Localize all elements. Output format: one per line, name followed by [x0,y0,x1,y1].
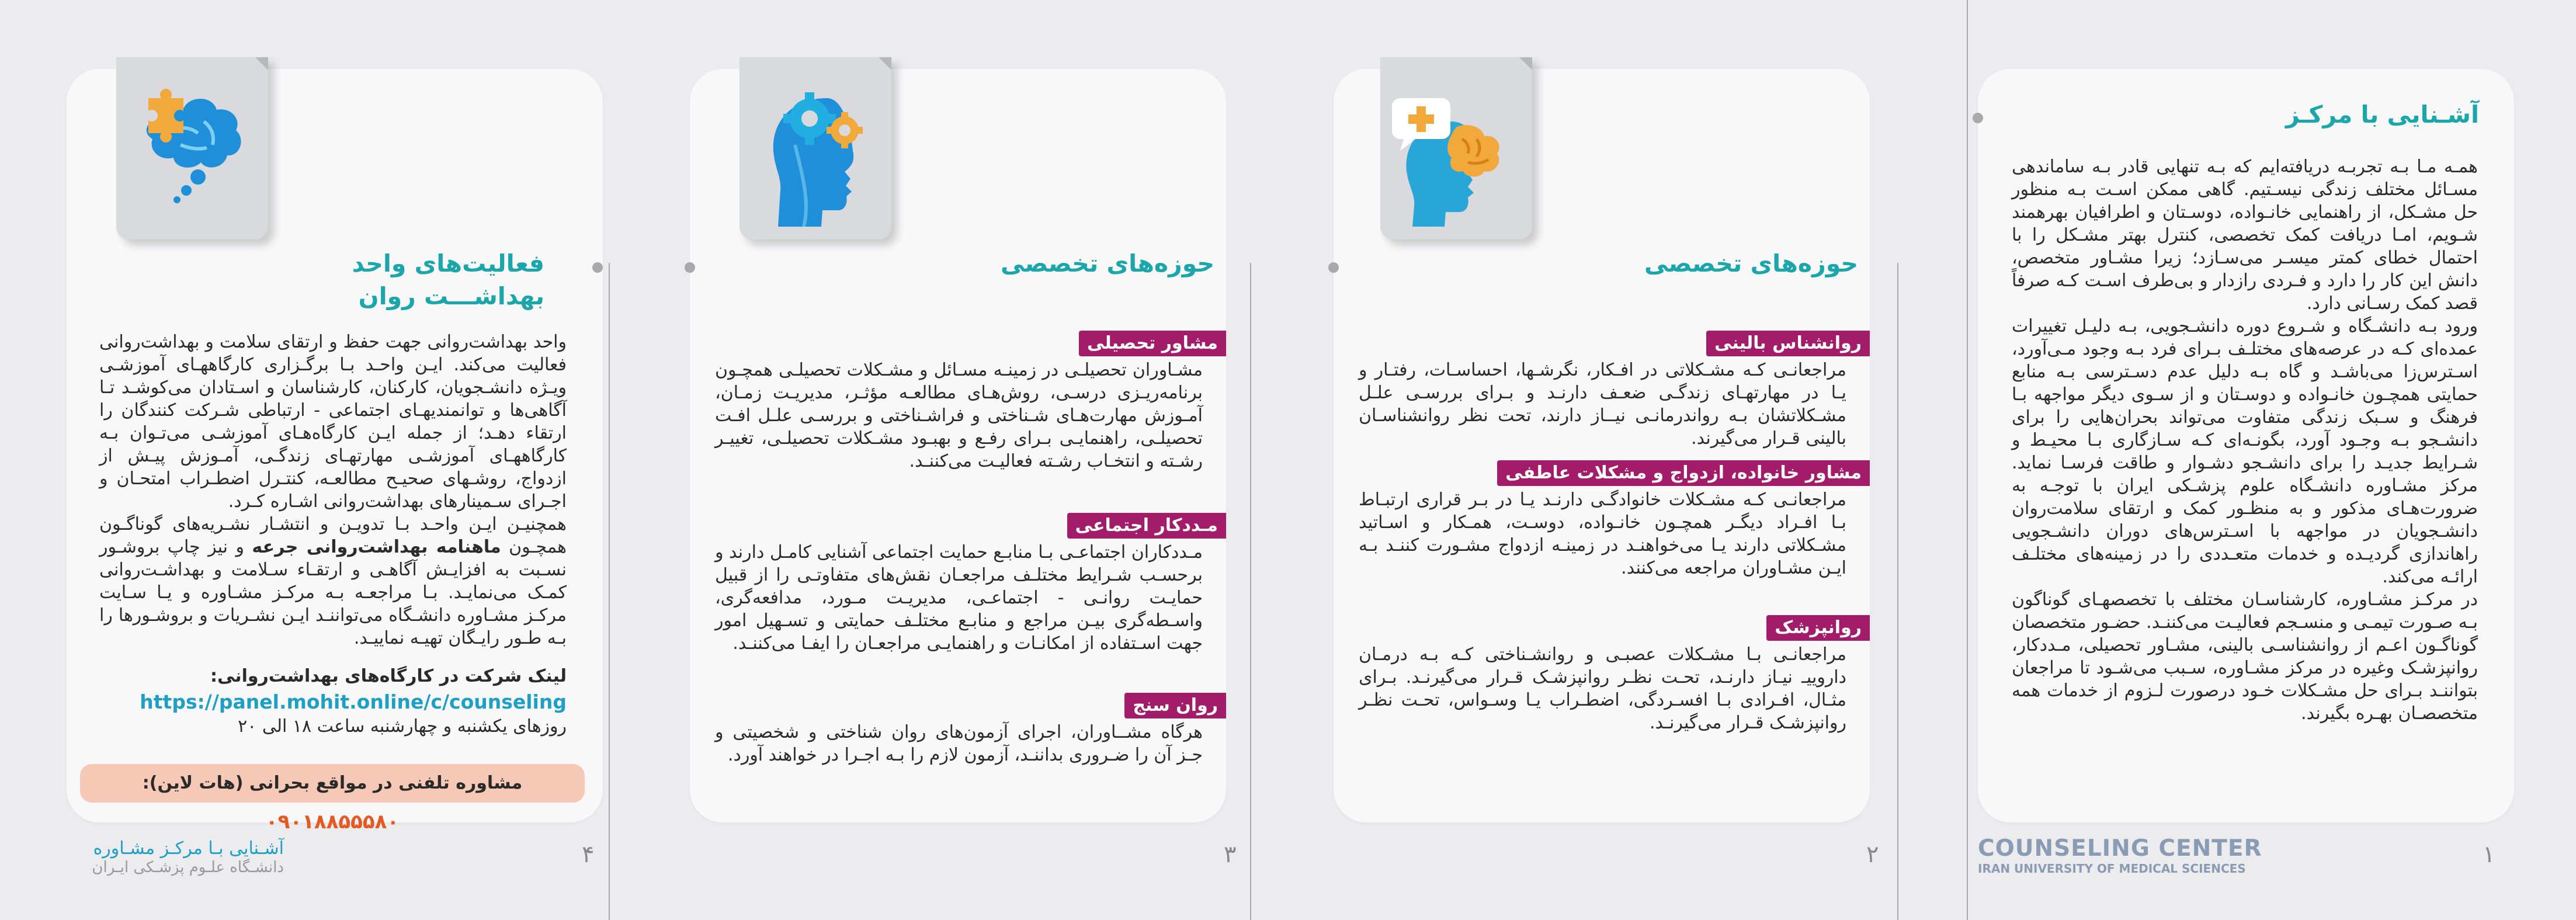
subheading-psychiatrist: روانپزشک [1766,615,1870,641]
guide-line [609,263,610,920]
footer-subtitle: IRAN UNIVERSITY OF MEDICAL SCIENCES [1978,862,2246,876]
section-text: مـددکاران اجتماعـی بـا منابـع حمایت اجتماعی آشنایی کامـل دارند و برحسـب شـرایط مختلـف مراجعـان نقش‌های متفاوتـی را از قبیل حمایـت روانـی - اجتماعـی، مدیریـت مـورد، مدافعه‌گری، واسـطه‌گری بیـن مراجع و منابـع مختلـف حمایتی و تسـهیل امور جهت اسـتفاده از امکانـات و راهنمایـی مراجعـان را ایفـا می‌کننـد. [715,542,1203,654]
guide-line [1967,0,1968,920]
paragraph-publications-part1: همچنیـن ایـن واحـد بـا تدویـن و انتشـار نشـریه‌های گوناگـون همچـون [99,514,567,557]
page-number: ۲ [1866,841,1879,868]
workshop-schedule: روزهای یکشنبه و چهارشنبه ساعت ۱۸ الی ۲۰ [238,716,567,737]
monthly-magazine-name: ماهنامه بهداشت‌روانی جرعه [252,537,501,557]
page-number: ۳ [1224,841,1237,868]
icon-card [740,57,891,239]
panel-title [352,247,544,313]
intro-paragraph-3: در مرکـز مشـاوره، کارشناسـان مختلف با تخصصهـای گوناگون بـه صـورت تیمـی و منسـجم فعالیـت می‌کننـد. حضـور متخصصان گوناگـون اعـم از روانشناسـی بالینی، مشـاور تحصیلی، مـددکار، روانپزشـک وغیره در مرکز مشـاوره، سـبب می‌شـود تا مراجعان بتواننـد بـرای حل مشـکلات خـود درصورت لـزوم از خدمات همه متخصصـان بهـره بگیرند. [2012,589,2478,724]
title-dot [1973,113,1983,123]
section-text: مراجعانـی بـا مشـکلات عصبـی و روانشـناختی کـه بـه درمـان داروییـ نیـاز دارنـد، تحـت نظـر روانپزشـک قـرار می‌گیرنـد. بـرای مثـال، افـرادی بـا افسـردگی، اضطـراب یـا وسـواس، تحـت نظـر روانپزشـک قـرار می‌گیرنـد. [1359,644,1846,733]
panel-intro [1978,69,2514,822]
workshop-link-title: لینک شرکت در کارگاه‌های بهداشت‌روانی: [210,666,567,686]
page-number: ۴ [582,841,595,868]
footer-brand [74,838,284,876]
subheading-clinical-psychologist: روانشناس بالینی [1706,331,1870,356]
subheading-social-worker: مـددکار اجتماعی [1067,513,1226,539]
footer-title: آشـنایی بـا مرکـز مشـاوره [93,838,284,859]
icon-card [116,57,268,239]
panel-title: حوزه‌های تخصصی [1644,249,1858,277]
hotline-box [80,764,585,834]
mental-health-text [99,331,567,650]
panel-title: حوزه‌های تخصصی [1001,249,1214,277]
subheading-family-counselor: مشاور خانواده، ازدواج و مشکلات عاطفی [1497,460,1870,486]
subheading-psychometrist: روان سنج [1124,693,1226,718]
paragraph-publications [99,513,567,650]
footer-logo-text [1978,835,2262,876]
title-dot [1328,262,1339,273]
intro-text [2012,155,2478,725]
subheading-academic-counselor: مشاور تحصیلی [1079,331,1226,356]
intro-paragraph-2: ورود بـه دانشـگاه و شـروع دوره دانشـجویی، بـه دلیـل تغییرات عمده‌ای کـه در عرصه‌های مختلـف بـرای فرد بـه وجود مـی‌آورد، اسـترس‌زا می‌باشـد و گاه بـه دلیل عدم دسـترسی بـه منابع حمایتی همچـون خانـواده و دوسـتان و از سـوی دیگر مواجهه بـا فرهنگ و سـبک زندگی متفاوت می‌تواند بحران‌هایی را برای دانشـجو بـه وجـود آورد، بگونـه‌ای کـه سـازگاری بـا محیـط و شـرایط جدیـد را برای دانشـجو دشـوار و طاقت فرسـا نماید. مرکز مشـاوره دانشـگاه علوم پزشـکی ایران با توجـه به ضرورت‌هـای مذکور و به منظـور کمک و ارتقای سلامت‌روان دانشـجویان در مواجهه با اسـترس‌های دوران دانشـجویی راهاندازی گردیـده و خدمات متعـددی را در زمینه‌های مختلـف ارائـه می‌کند. [2012,316,2478,587]
intro-paragraph-1: همـه مـا بـه تجربـه دریافته‌ایم که بـه تنهایی قادر بـه ساماندهی مسـائل مختلف زندگی نیسـتیم. گاهی ممکن اسـت بـه منظور حل مشـکل، از راهنمایی خانـواده، دوسـتان و اطرافیان بهرهمند شـویم، امـا دریافت کمک تخصصی، کنترل بهتر مشـکل را با احتمال خطای کمتر میسـر می‌سـازد؛ زیرا مشـاور متخصص، دانش این کار را دارد و فـردی رازدار و بی‌طرف اسـت کـه صرفاً قصد کمک رسـانی دارد. [2012,157,2478,314]
section-text: مشـاوران تحصیلـی در زمینـه مسـائل و مشـکلات تحصیلـی همچـون برنامه‌ریـزی درسـی، روش‌هـای مطالعـه مؤثـر، مدیریـت زمـان، آمـوزش مهارت‌هـای شـناختی و فراشـناختی و بررسـی علـل افـت تحصیلـی، راهنمایـی بـرای رفـع و بهبـود مشـکلات تحصیلـی، تغییـر رشـته و انتخـاب رشـته فعالیـت می‌کننـد. [715,360,1203,471]
workshop-link[interactable]: https://panel.mohit.online/c/counseling [140,690,567,713]
title-line-1: فعالیت‌های واحد [352,249,544,277]
panel-mental-health-unit [67,69,603,834]
panel-specialties-2 [690,69,1226,822]
head-brain-medical-icon [1380,57,1532,239]
section-text: مراجعانـی کـه مشـکلات خانوادگـی دارنـد یـا در بـر قراری ارتبـاط بـا افـراد دیگـر همچـون خانـواده، دوسـت، همـکار و اسـاتید مشـکلاتی دارند یـا می‌خواهنـد در زمینـه ازدواج مشـورت کننـد بـه ایـن مشـاوران مراجعه می‌کنند. [1359,489,1846,578]
paragraph-publications-part2: و نیز چاپ بروشـور نسـبت به افزایـش آگاهـی و ارتقـاء سـلامت و بهداشـت‌روانی کمـک می‌نمایـد. بـا مراجعـه بـه مرکـز مشـاوره و یـا سـایت مرکـز مشـاوره دانشـگاه می‌تواننـد ایـن نشـریات و بروشـورها را بـه طـور رایـگان تهیـه نماییـد. [99,537,567,648]
footer-title: COUNSELING CENTER [1978,835,2262,862]
panel-specialties-1 [1334,69,1870,822]
icon-card [1380,57,1532,239]
title-dot [592,262,603,273]
head-gears-icon [740,57,891,239]
section-text: مراجعانـی کـه مشـکلاتی در افـکار، نگرشـها، احساسـات، رفتـار و یـا در مهارتهـای زندگـی ضعـف دارنـد و بـرای بررسـی علـل مشـکلاتشان بـه رواندرمانـی نیــاز دارند، تحت نظر روانشناسـان بالینی قـرار می‌گیرند. [1359,360,1846,449]
footer-subtitle: دانشـگاه علـوم پزشـکی ایـران [92,859,284,876]
hotline-number[interactable]: ۰۹۰۱۸۸۵۵۵۸۰ [265,810,400,834]
paragraph-workshops: واحد بهداشت‌روانی جهت حفظ و ارتقای سلامت و بهداشت‌روانی فعالیت می‌کند. ایـن واحـد بـا برگـزاری کارگاههـای آموزشـی ویـژه دانشـجویان، کارکنان، کارشناسان و اسـتادان می‌کوشـد تـا آگاهی‌ها و توانمندیهـای اجتماعی - ارتباطی شـرکت کنندگان را ارتقاء دهـد؛ از جمله ایـن کارگاه‌هـای آموزشـی می‌تـوان بـه کارگاههـای آموزشـی مهارتهـای زندگـی، آمـوزش پیـش از ازدواج، روشـهای صحیـح مطالعـه، کنتـرل اضطـراب امتحـان و اجـرای سـمینارهای بهداشت‌روانی اشـاره کـرد. [99,332,567,512]
title-dot [685,262,695,273]
section-text: هرگاه مشــاوران، اجرای آزمون‌های روان شناختی و شخصیتی و جـز آن را ضـروری بداننـد، آزمون لازم را بـه اجـرا در خواهند آورد. [715,722,1203,765]
guide-line [1897,263,1898,920]
title-line-2: بهداشـــت روان [358,282,544,310]
hotline-label: مشاوره تلفنی در مواقع بحرانی (هات لاین): [142,773,523,793]
panel-title: آشـنایی با مرکـز [2286,100,2479,129]
brain-cloud-puzzle-icon [116,57,268,239]
page-number: ۱ [2483,841,2495,868]
guide-line [1250,263,1251,920]
